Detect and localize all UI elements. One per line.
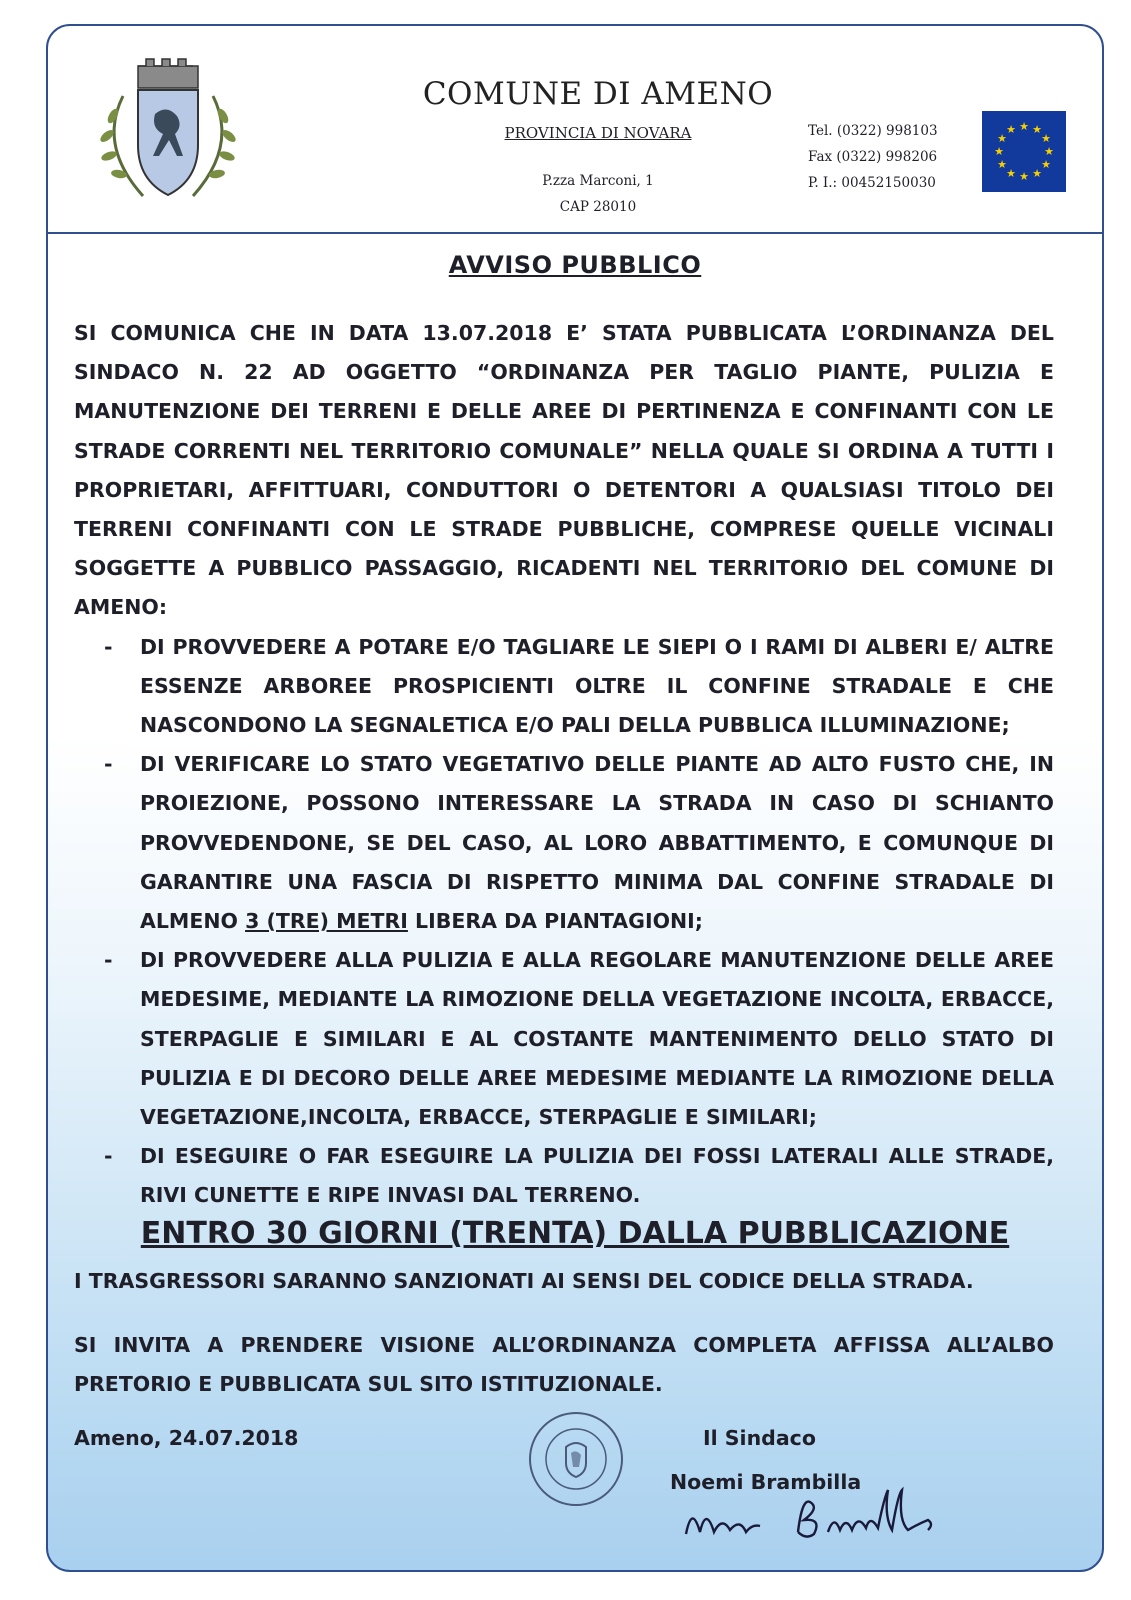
svg-text:★: ★ [997, 132, 1007, 145]
svg-text:★: ★ [1006, 123, 1016, 136]
list-bullet: - [104, 948, 113, 973]
svg-text:★: ★ [1019, 170, 1029, 183]
list-item: - DI PROVVEDERE A POTARE E/O TAGLIARE LE SIEPI O I RAMI DI ALBERI E/ ALTRE ESSENZE ARBOREE PROSPICIENTI OLTRE IL CONFINE STRADALE E CHE NASCONDONO LA SEGNALETICA E/O PALI DELLA PUBBLICA ILLUMINAZIONE; [74, 628, 1054, 746]
municipality-title: COMUNE DI AMENO [422, 76, 774, 112]
address-street: P.zza Marconi, 1 [542, 173, 654, 189]
list-item: - DI VERIFICARE LO STATO VEGETATIVO DELLE PIANTE AD ALTO FUSTO CHE, IN PROIEZIONE, POSSONO INTERESSARE LA STRADA IN CASO DI SCHIANTO PROVVEDENDONE, SE DEL CASO, AL LORO ABBATTIMENTO, E COMUNQUE DI GARANTIRE UNA FASCIA DI RISPETTO MINIMA DAL CONFINE STRADALE DI ALMENO 3 (TRE) METRI LIBERA DA PIANTAGIONI; [74, 745, 1054, 941]
list-bullet: - [104, 634, 113, 659]
province-name: PROVINCIA DI NOVARA [504, 124, 692, 142]
telephone: Tel. (0322) 998103 [808, 123, 938, 139]
document-frame [46, 24, 1104, 1572]
contact-block [808, 118, 978, 196]
svg-text:★: ★ [997, 158, 1007, 171]
address-block [468, 168, 728, 220]
list-item: - DI ESEGUIRE O FAR ESEGUIRE LA PULIZIA DEI FOSSI LATERALI ALLE STRADE, RIVI CUNETTE E RIPE INVASI DAL TERRENO. [74, 1137, 1054, 1215]
svg-text:★: ★ [1041, 132, 1051, 145]
sanctions-text: I TRASGRESSORI SARANNO SANZIONATI AI SENSI DEL CODICE DELLA STRADA. [74, 1269, 974, 1293]
list-item: - DI PROVVEDERE ALLA PULIZIA E ALLA REGOLARE MANUTENZIONE DELLE AREE MEDESIME, MEDIANTE LA RIMOZIONE DELLA VEGETAZIONE INCOLTA, ERBACCE, STERPAGLIE E SIMILARI E AL COSTANTE MANTENIMENTO DELLO STATO DI PULIZIA E DI DECORO DELLE AREE MEDESIME MEDIANTE LA RIMOZIONE DELLA VEGETAZIONE,INCOLTA, ERBACCE, STERPAGLIE E SIMILARI; [74, 941, 1054, 1137]
address-postcode: CAP 28010 [559, 199, 637, 215]
svg-text:★: ★ [1019, 120, 1029, 133]
list-bullet: - [104, 752, 113, 777]
place-date: Ameno, 24.07.2018 [74, 1426, 299, 1450]
signatory-role: Il Sindaco [703, 1426, 816, 1450]
header-divider [48, 232, 1102, 234]
fax: Fax (0322) 998206 [808, 149, 938, 165]
invite-text: SI INVITA A PRENDERE VISIONE ALL’ORDINANZA COMPLETA AFFISSA ALL’ALBO PRETORIO E PUBBLICATA SUL SITO ISTITUZIONALE. [74, 1333, 1054, 1396]
notice-heading: AVVISO PUBBLICO [448, 251, 702, 279]
notice-intro: SI COMUNICA CHE IN DATA 13.07.2018 E’ STATA PUBBLICATA L’ORDINANZA DEL SINDACO N. 22 AD OGGETTO “ORDINANZA PER TAGLIO PIANTE, PULIZIA E MANUTENZIONE DEI TERRENI E DELLE AREE DI PERTINENZA E CONFINANTI CON LE STRADE CORRENTI NEL TERRITORIO COMUNALE” NELLA QUALE SI ORDINA A TUTTI I PROPRIETARI, AFFITTUARI, CONDUTTORI O DETENTORI A QUALSIASI TITOLO DEI TERRENI CONFINANTI CON LE STRADE PUBBLICHE, COMPRESE QUELLE VICINALI SOGGETTE A PUBBLICO PASSAGGIO, RICADENTI NEL TERRITORIO DEL COMUNE DI AMENO: [74, 321, 1054, 620]
vat-number: P. I.: 00452150030 [808, 175, 936, 191]
coat-of-arms-logo [93, 56, 243, 211]
svg-text:★: ★ [1041, 158, 1051, 171]
svg-text:★: ★ [1032, 123, 1042, 136]
svg-text:★: ★ [1006, 167, 1016, 180]
deadline-heading: ENTRO 30 GIORNI (TRENTA) DALLA PUBBLICAZIONE [140, 1216, 1010, 1251]
order-list [74, 628, 1054, 1216]
notice-body [74, 314, 1054, 1216]
list-bullet: - [104, 1144, 113, 1169]
svg-text:★: ★ [994, 145, 1004, 158]
signatory-name: Noemi Brambilla [670, 1470, 862, 1494]
handwritten-signature [678, 1484, 988, 1548]
municipal-seal-stamp [526, 1409, 626, 1509]
svg-text:★: ★ [1032, 167, 1042, 180]
distance-emphasis: 3 (TRE) METRI [245, 909, 408, 934]
svg-text:★: ★ [1044, 145, 1054, 158]
eu-flag-icon [982, 111, 1066, 192]
